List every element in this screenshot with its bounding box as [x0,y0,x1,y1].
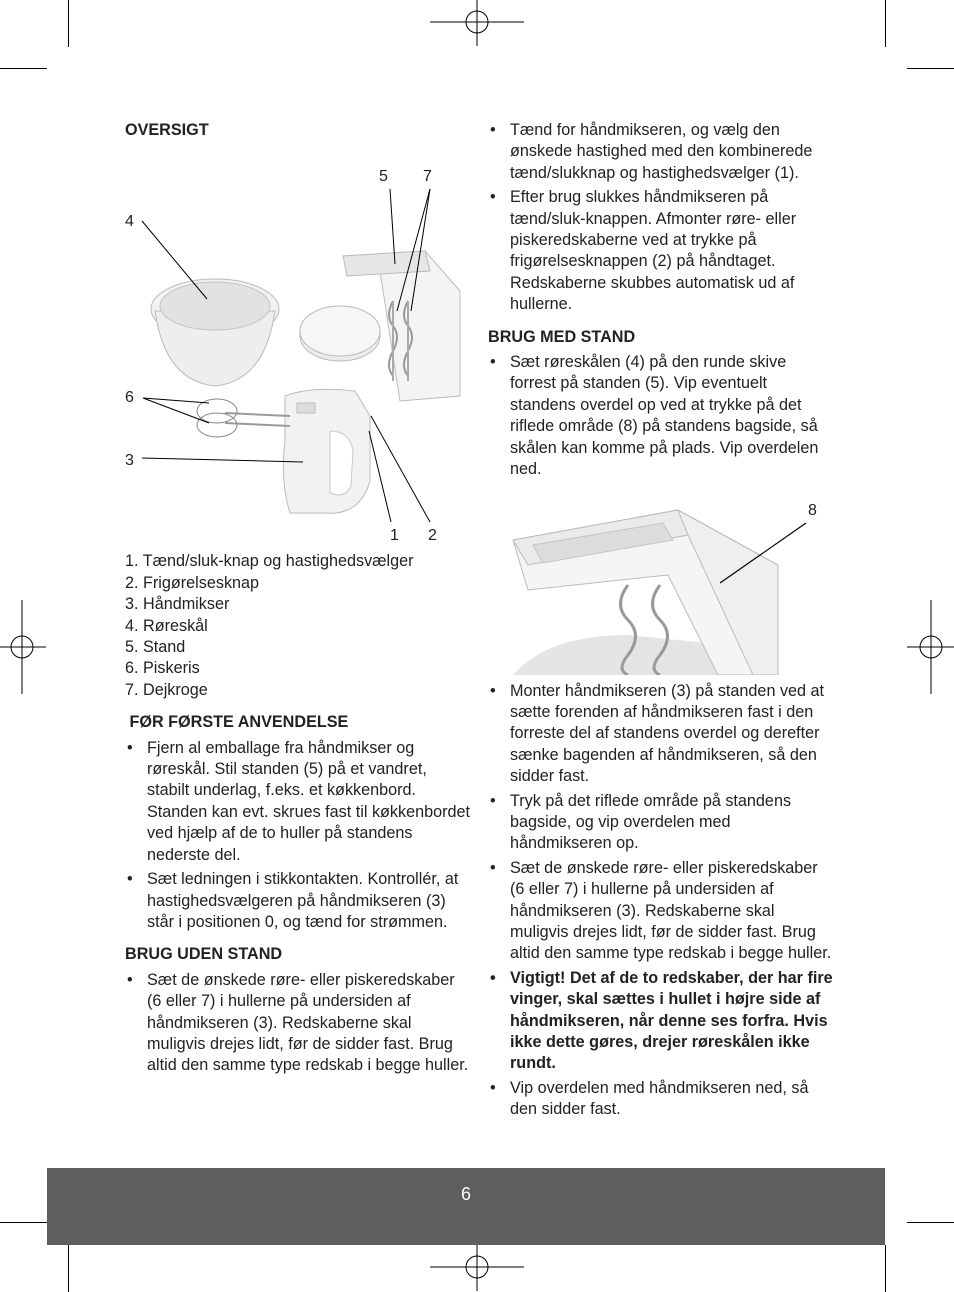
figure-label-2: 2 [428,527,437,545]
without-stand-heading: BRUG UDEN STAND [125,945,283,964]
with-stand-list [488,352,833,480]
list-item: • Efter brug slukkes håndmikseren på tænd/sluk-knappen. Afmonter røre- eller piskeredskaberne ved at trykke på frigørelsesknappen (2) på håndtaget. Redskaberne skubbes automatisk ud af hullerne. [488,187,833,315]
overview-heading: OVERSIGT [125,121,209,139]
figure-label-1: 1 [390,527,399,545]
crop-mark [68,1245,69,1292]
list-item: 7. Dejkroge [125,680,208,699]
figure-label-7: 7 [423,168,432,186]
figure-label-5: 5 [379,168,388,186]
list-item: 4. Røreskål [125,616,208,635]
crop-mark [68,0,69,47]
list-item: • Monter håndmikseren (3) på standen ved at sætte forenden af håndmikseren fast i den forreste del af standens overdel og derefter sænke bagenden af håndmikseren, så den sidder fast. [488,681,833,788]
right-column [488,120,833,1124]
list-item: 5. Stand [125,638,186,657]
stand-detail-illustration [488,495,833,675]
page-number: 6 [460,1184,471,1204]
list-item: 2. Frigørelsesknap [125,573,260,592]
stand-detail-figure [488,495,833,675]
list-item: • Fjern al emballage fra håndmikser og røreskål. Stil standen (5) på et vandret, stabilt underlag, f.eks. et køkkenbord. Standen kan evt. skrues fast til køkkenbordet ved hjælp af de to huller på standens nederste del. [125,738,470,866]
figure-label-6: 6 [125,389,134,407]
product-overview-figure [125,141,470,551]
crop-mark [907,68,954,69]
first-use-list [125,738,470,934]
registration-mark-left [0,600,47,694]
without-stand-list [125,970,470,1077]
left-column [125,120,470,1080]
with-stand-heading: BRUG MED STAND [488,327,636,346]
crop-mark [907,1222,954,1223]
page-footer [47,1168,885,1245]
mixer-illustration [125,141,470,551]
list-item: 6. Piskeris [125,659,200,678]
with-stand-list-cont [488,681,833,1121]
list-item: • Tænd for håndmikseren, og vælg den ønskede hastighed med den kombinerede tænd/slukknap og hastighedsvælger (1). [488,120,833,184]
figure-label-3: 3 [125,452,134,470]
crop-mark [885,0,886,47]
list-item: • Sæt de ønskede røre- eller piskeredskaber (6 eller 7) i hullerne på undersiden af håndmikseren (3). Redskaberne skal muligvis drejes lidt, før de sidder fast. Brug altid den samme type redskab i begge huller. [125,970,470,1077]
registration-mark-bottom [430,1245,524,1292]
parts-list [125,551,470,701]
list-item: 1. Tænd/sluk-knap og hastighedsvælger [125,552,414,571]
warning-item: • Vigtigt! Det af de to redskaber, der har fire vinger, skal sættes i hullet i højre side af håndmikseren, når denne ses forfra. Hvis ikke dette gøres, drejer røreskålen ikke rundt. [488,968,833,1075]
first-use-heading: FØR FØRSTE ANVENDELSE [125,713,349,732]
without-stand-list-cont [488,120,833,316]
crop-mark [0,1222,47,1223]
list-item: • Sæt de ønskede røre- eller piskeredskaber (6 eller 7) i hullerne på undersiden af håndmikseren (3). Redskaberne skal muligvis drejes lidt, før de sidder fast. Brug altid den samme type redskab i begge huller. [488,858,833,965]
list-item: • Tryk på det riflede område på standens bagside, og vip overdelen med håndmikseren op. [488,791,833,855]
registration-mark-top [430,0,524,47]
figure-label-4: 4 [125,213,134,231]
crop-mark [885,1245,886,1292]
list-item: 3. Håndmikser [125,595,230,614]
registration-mark-right [907,600,954,694]
crop-mark [0,68,47,69]
figure-label-8: 8 [808,501,817,519]
list-item: • Sæt ledningen i stikkontakten. Kontrollér, at hastighedsvælgeren på håndmikseren (3) står i positionen 0, og tænd for strømmen. [125,869,470,933]
list-item: • Vip overdelen med håndmikseren ned, så den sidder fast. [488,1078,833,1121]
list-item: • Sæt røreskålen (4) på den runde skive forrest på standen (5). Vip eventuelt standens overdel op ved at trykke på det riflede område (8) på standens bagside, så skålen kan komme på plads. Vip overdelen ned. [488,352,833,480]
